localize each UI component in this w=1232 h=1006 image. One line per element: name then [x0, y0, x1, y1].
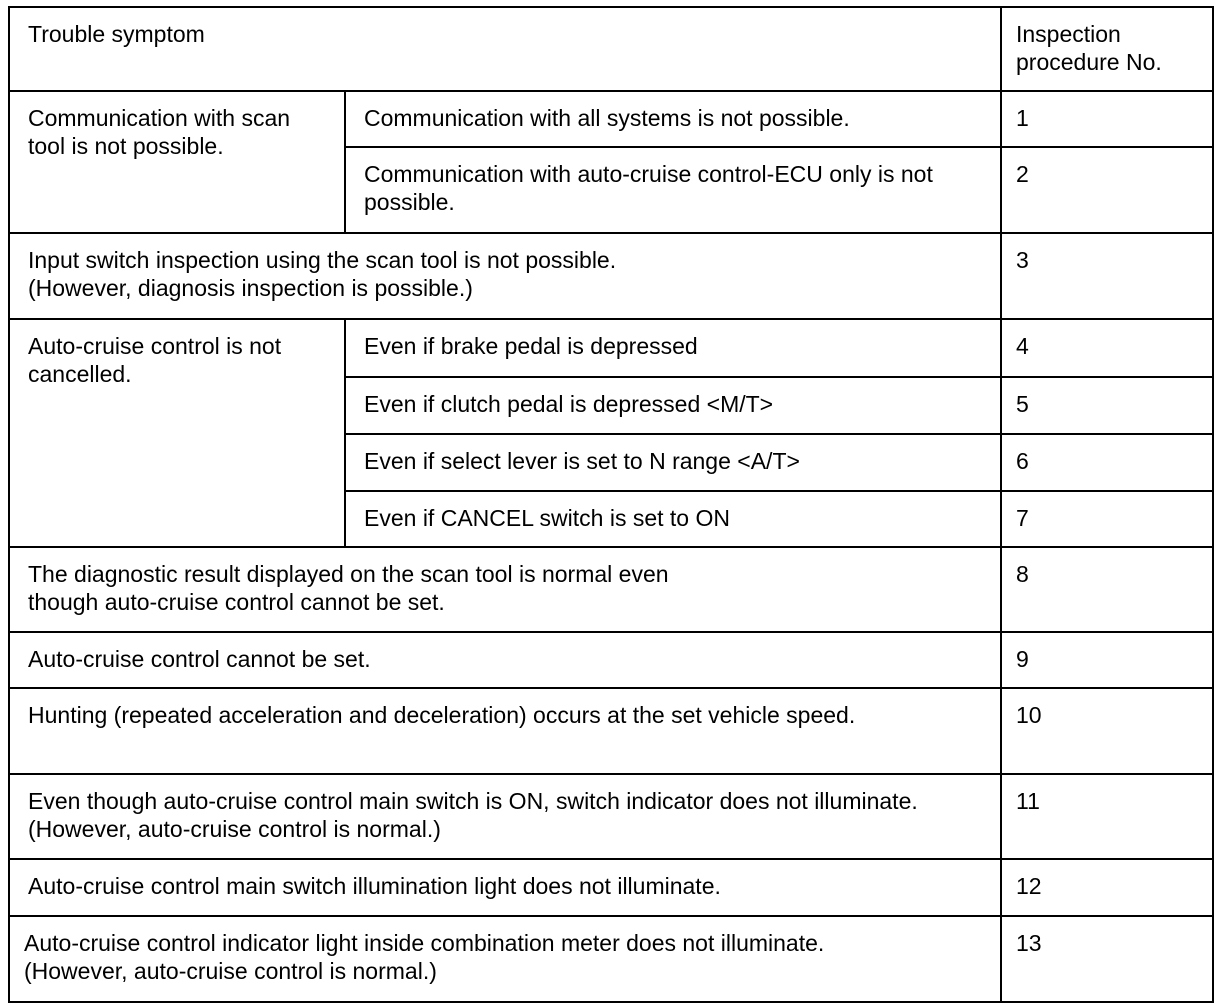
symptom-detail: Even if clutch pedal is depressed <M/T>	[345, 377, 1001, 434]
table-row	[9, 859, 1213, 916]
symptom-text	[9, 916, 1001, 1002]
procedure-number: 11	[1001, 774, 1213, 859]
procedure-number: 8	[1001, 547, 1213, 632]
symptom-detail: Communication with all systems is not possible.	[345, 91, 1001, 147]
procedure-number: 3	[1001, 233, 1213, 319]
table-row	[9, 319, 1213, 377]
procedure-number: 1	[1001, 91, 1213, 147]
symptom-text-line1: Input switch inspection using the scan tool is not possible.	[28, 247, 617, 273]
table-row	[9, 632, 1213, 688]
procedure-number: 6	[1001, 434, 1213, 491]
table-row	[9, 688, 1213, 774]
symptom-detail: Even if select lever is set to N range <A/T>	[345, 434, 1001, 491]
procedure-number: 4	[1001, 319, 1213, 377]
procedure-number: 12	[1001, 859, 1213, 916]
symptom-text	[9, 233, 1001, 319]
symptom-detail: Communication with auto-cruise control-ECU only is not possible.	[345, 147, 1001, 233]
symptom-text-line2: (However, diagnosis inspection is possible.)	[28, 275, 473, 301]
procedure-number: 13	[1001, 916, 1213, 1002]
symptom-group-not-cancelled: Auto-cruise control is not cancelled.	[9, 319, 345, 547]
symptom-text-line2: (However, auto-cruise control is normal.)	[24, 958, 437, 984]
trouble-symptom-table	[8, 6, 1214, 1003]
table-header-row	[9, 7, 1213, 91]
procedure-number: 10	[1001, 688, 1213, 774]
header-inspection-procedure	[1001, 7, 1213, 91]
symptom-text: Auto-cruise control main switch illumination light does not illuminate.	[9, 859, 1001, 916]
table-row	[9, 91, 1213, 147]
header-procedure-line1: Inspection	[1016, 21, 1121, 47]
procedure-number: 9	[1001, 632, 1213, 688]
table-row	[9, 233, 1213, 319]
table-row	[9, 547, 1213, 632]
procedure-number: 5	[1001, 377, 1213, 434]
symptom-detail: Even if CANCEL switch is set to ON	[345, 491, 1001, 547]
symptom-text-line1: Auto-cruise control indicator light inside combination meter does not illuminate.	[24, 930, 825, 956]
procedure-number: 2	[1001, 147, 1213, 233]
header-trouble-symptom: Trouble symptom	[9, 7, 1001, 91]
symptom-text: Even though auto-cruise control main switch is ON, switch indicator does not illuminate. (However, auto-cruise control is normal.)	[9, 774, 1001, 859]
procedure-number: 7	[1001, 491, 1213, 547]
symptom-detail: Even if brake pedal is depressed	[345, 319, 1001, 377]
symptom-text: Hunting (repeated acceleration and deceleration) occurs at the set vehicle speed.	[9, 688, 1001, 774]
symptom-text: Auto-cruise control cannot be set.	[9, 632, 1001, 688]
header-procedure-line2: procedure No.	[1016, 49, 1162, 75]
table-row	[9, 916, 1213, 1002]
symptom-text: The diagnostic result displayed on the scan tool is normal even though auto-cruise control cannot be set.	[9, 547, 1001, 632]
symptom-group-communication: Communication with scan tool is not possible.	[9, 91, 345, 233]
table-row	[9, 774, 1213, 859]
